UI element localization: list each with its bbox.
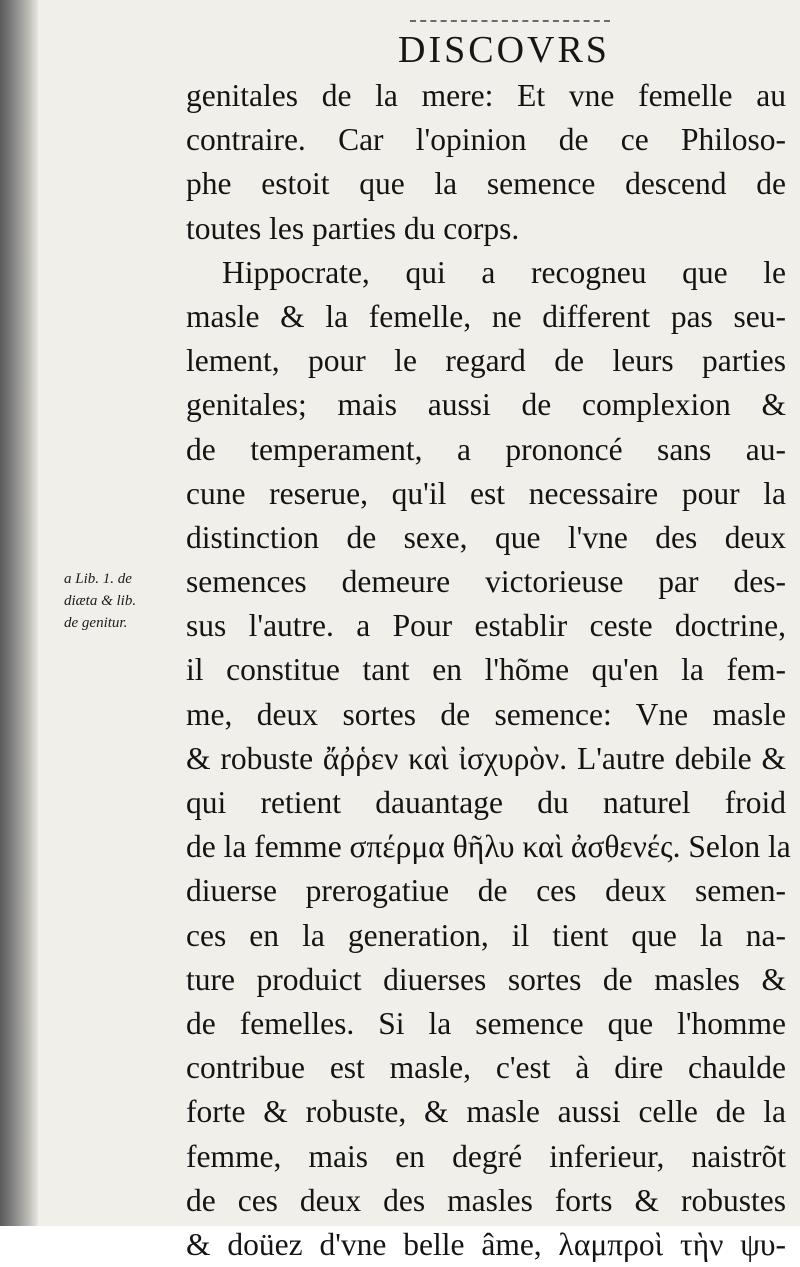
text-line: qui retient dauantage du naturel froid xyxy=(186,785,786,820)
text-line: de femelles. Si la semence que l'homme xyxy=(186,1005,786,1041)
text-line: genitales; mais aussi de complexion & xyxy=(186,387,786,423)
margin-note-line: a Lib. 1. de xyxy=(64,571,132,587)
margin-note-line: de genitur. xyxy=(64,615,128,631)
margin-note xyxy=(64,568,184,634)
header-dashed-rule xyxy=(410,20,610,22)
text-line: de ces deux des masles forts & robustes xyxy=(186,1182,786,1218)
margin-note-line: diæta & lib. xyxy=(64,593,137,609)
text-line: sus l'autre. a Pour establir ceste doctrine, xyxy=(186,608,786,644)
body-text xyxy=(186,74,791,1267)
text-line: phe estoit que la semence descend de xyxy=(186,166,786,202)
text-line: contribue est masle, c'est à dire chaulde xyxy=(186,1050,786,1086)
text-line: semences demeure victorieuse par des- xyxy=(186,564,786,600)
text-line: ture produict diuerses sortes de masles & xyxy=(186,961,786,997)
text-line: contraire. Car l'opinion de ce Philoso- xyxy=(186,122,786,158)
running-title: DISCOVRS xyxy=(398,29,610,71)
text-line: me, deux sortes de semence: Vne masle xyxy=(186,696,786,732)
text-line: de temperament, a prononcé sans au- xyxy=(186,431,786,467)
paragraph-first-line: Hippocrate, qui a recogneu que le xyxy=(222,254,786,290)
text-line: toutes les parties du corps. xyxy=(186,210,520,246)
text-line: lement, pour le regard de leurs parties xyxy=(186,343,786,379)
text-line: ces en la generation, il tient que la na- xyxy=(186,917,786,953)
text-line: femme, mais en degré inferieur, naistrõt xyxy=(186,1138,786,1174)
text-line: & doüez d'vne belle âme, λαμπροὶ τὴν ψυ- xyxy=(186,1226,786,1262)
text-line: de la femme σπέρμα θῆλυ καὶ ἀσθενές. Selon la xyxy=(186,829,791,865)
text-line: diuerse prerogatiue de ces deux semen- xyxy=(186,873,786,909)
book-spine-shadow xyxy=(0,0,38,1226)
text-line: il constitue tant en l'hõme qu'en la fem- xyxy=(186,652,786,688)
text-line: & robuste ἄῤῥεν καὶ ἰσχυρὸν. L'autre debile & xyxy=(186,740,786,776)
text-line: cune reserue, qu'il est necessaire pour la xyxy=(186,475,786,511)
text-line: genitales de la mere: Et vne femelle au xyxy=(186,78,786,113)
text-line: forte & robuste, & masle aussi celle de la xyxy=(186,1094,786,1130)
text-line: distinction de sexe, que l'vne des deux xyxy=(186,519,786,555)
text-line: masle & la femelle, ne different pas seu- xyxy=(186,298,786,334)
